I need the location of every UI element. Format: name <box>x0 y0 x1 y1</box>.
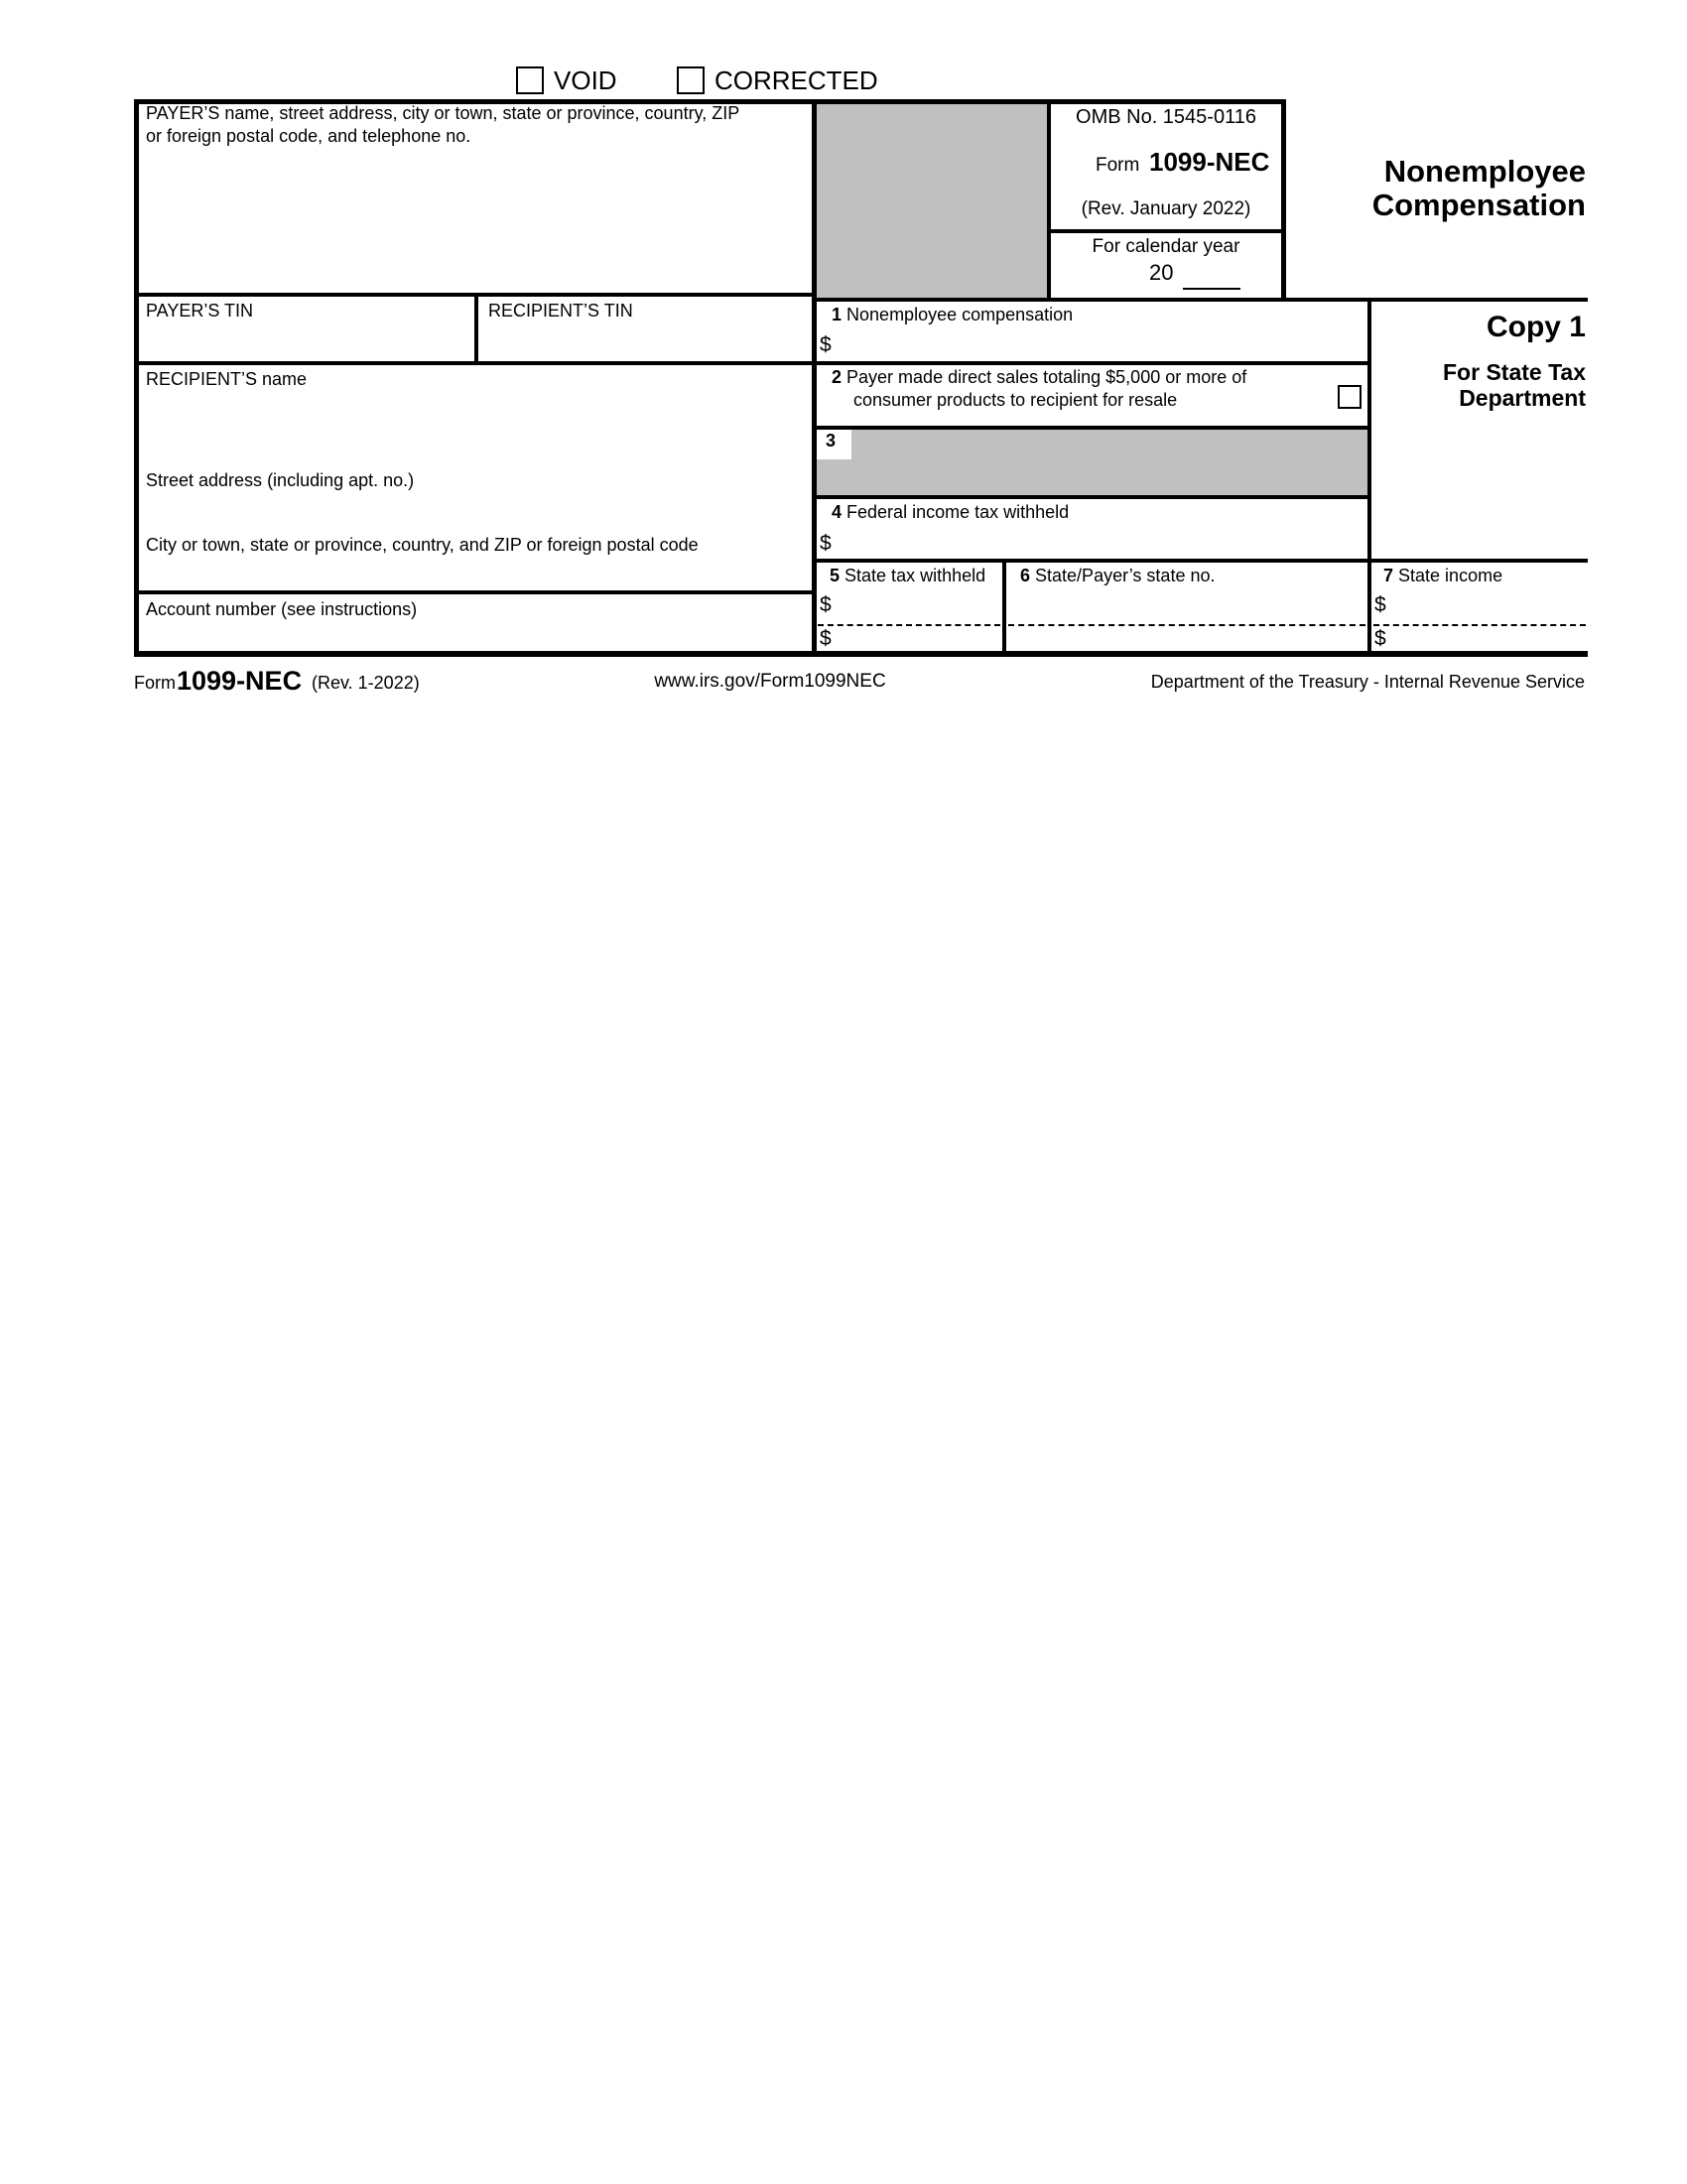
payer-info-label-line2: or foreign postal code, and telephone no. <box>146 126 471 146</box>
box5-number: 5 <box>830 566 841 585</box>
account-number-label: Account number (see instructions) <box>146 599 418 619</box>
box2-label: 2 Payer made direct sales totaling $5,000 or more of <box>832 367 1247 387</box>
footer-form-word: Form <box>134 673 176 693</box>
corrected-label: CORRECTED <box>714 65 878 95</box>
recipient-tin-label: RECIPIENT’S TIN <box>488 301 633 321</box>
city-label: City or town, state or province, country, and ZIP or foreign postal code <box>146 535 699 555</box>
payer-info-label: PAYER’S name, street address, city or town, state or province, country, ZIP <box>146 103 740 123</box>
dashed-line <box>1008 624 1365 626</box>
box2-checkbox[interactable] <box>1338 385 1362 409</box>
footer-form-number: 1099-NEC <box>177 666 303 696</box>
calendar-year-label: For calendar year <box>1092 236 1240 257</box>
border-line <box>134 99 139 657</box>
box3-number: 3 <box>826 431 837 450</box>
box1-amount-field[interactable] <box>842 329 1363 359</box>
border-line <box>1002 559 1006 655</box>
shaded-area-box3 <box>816 428 1367 495</box>
street-address-field[interactable] <box>141 493 808 531</box>
border-line <box>812 99 817 657</box>
account-number-field[interactable] <box>141 621 808 649</box>
border-line <box>812 426 1371 430</box>
omb-number: OMB No. 1545-0116 <box>1076 106 1256 128</box>
box7-label: 7 State income <box>1383 566 1503 585</box>
form-title: Nonemployee Compensation <box>1371 154 1586 222</box>
border-line <box>1047 229 1286 233</box>
dashed-line <box>1373 624 1586 626</box>
copy-for-line1: For State Tax <box>1443 359 1586 385</box>
border-line <box>812 298 1588 302</box>
box4-number: 4 <box>832 502 843 522</box>
border-line <box>812 559 1588 563</box>
footer-url[interactable]: www.irs.gov/Form1099NEC <box>654 671 886 692</box>
footer-revision: (Rev. 1-2022) <box>312 673 420 693</box>
box7-number: 7 <box>1383 566 1394 585</box>
box5-dollar-sign: $ <box>820 593 832 616</box>
year-blank-line <box>1183 288 1240 290</box>
copy-label: Copy 1 <box>1486 311 1586 343</box>
border-line <box>1281 99 1286 302</box>
street-address-label: Street address (including apt. no.) <box>146 470 415 490</box>
box6-number: 6 <box>1020 566 1031 585</box>
calendar-year-field[interactable] <box>1183 258 1242 286</box>
shaded-area-top <box>816 101 1047 298</box>
box7-dollar-sign: $ <box>1374 593 1386 616</box>
box7-amount-field-2[interactable] <box>1397 627 1586 650</box>
border-line <box>474 293 478 365</box>
revision-label: (Rev. January 2022) <box>1081 198 1251 219</box>
form-word: Form <box>1096 155 1140 176</box>
box7-dollar-sign-2: $ <box>1374 627 1386 650</box>
recipient-tin-field[interactable] <box>482 320 808 359</box>
payer-info-field[interactable] <box>141 149 808 288</box>
corrected-checkbox[interactable] <box>677 66 705 94</box>
void-checkbox[interactable] <box>516 66 544 94</box>
box6-label: 6 State/Payer’s state no. <box>1020 566 1216 585</box>
border-line <box>812 495 1371 499</box>
form-number: 1099-NEC <box>1149 147 1270 177</box>
box1-label: 1 Nonemployee compensation <box>832 305 1074 324</box>
recipient-name-label: RECIPIENT’S name <box>146 369 308 389</box>
border-line <box>134 361 1371 365</box>
box4-label: 4 Federal income tax withheld <box>832 502 1070 522</box>
box5-label: 5 State tax withheld <box>830 566 986 585</box>
calendar-year-prefix: 20 <box>1149 260 1174 285</box>
box5-amount-field-2[interactable] <box>842 627 998 650</box>
box5-dollar-sign-2: $ <box>820 627 832 650</box>
box5-amount-field-1[interactable] <box>842 591 998 621</box>
box2-label-line2: consumer products to recipient for resale <box>853 390 1178 410</box>
box1-dollar-sign: $ <box>820 333 832 356</box>
payer-tin-label: PAYER’S TIN <box>146 301 254 321</box>
recipient-name-field[interactable] <box>141 392 808 465</box>
dashed-line <box>818 624 1000 626</box>
copy-for-line2: Department <box>1459 385 1586 411</box>
border-line <box>134 590 816 594</box>
box4-amount-field[interactable] <box>842 528 1363 556</box>
box6-state-no-field-2[interactable] <box>1010 627 1363 650</box>
city-field[interactable] <box>141 557 808 588</box>
void-label: VOID <box>554 65 617 95</box>
box4-dollar-sign: $ <box>820 532 832 555</box>
box2-number: 2 <box>832 367 843 387</box>
box6-state-no-field-1[interactable] <box>1010 591 1363 621</box>
box1-number: 1 <box>832 305 843 324</box>
footer-department: Department of the Treasury - Internal Revenue Service <box>1150 672 1585 692</box>
box7-amount-field-1[interactable] <box>1397 591 1586 621</box>
border-line <box>1367 298 1371 655</box>
payer-tin-field[interactable] <box>141 320 470 359</box>
